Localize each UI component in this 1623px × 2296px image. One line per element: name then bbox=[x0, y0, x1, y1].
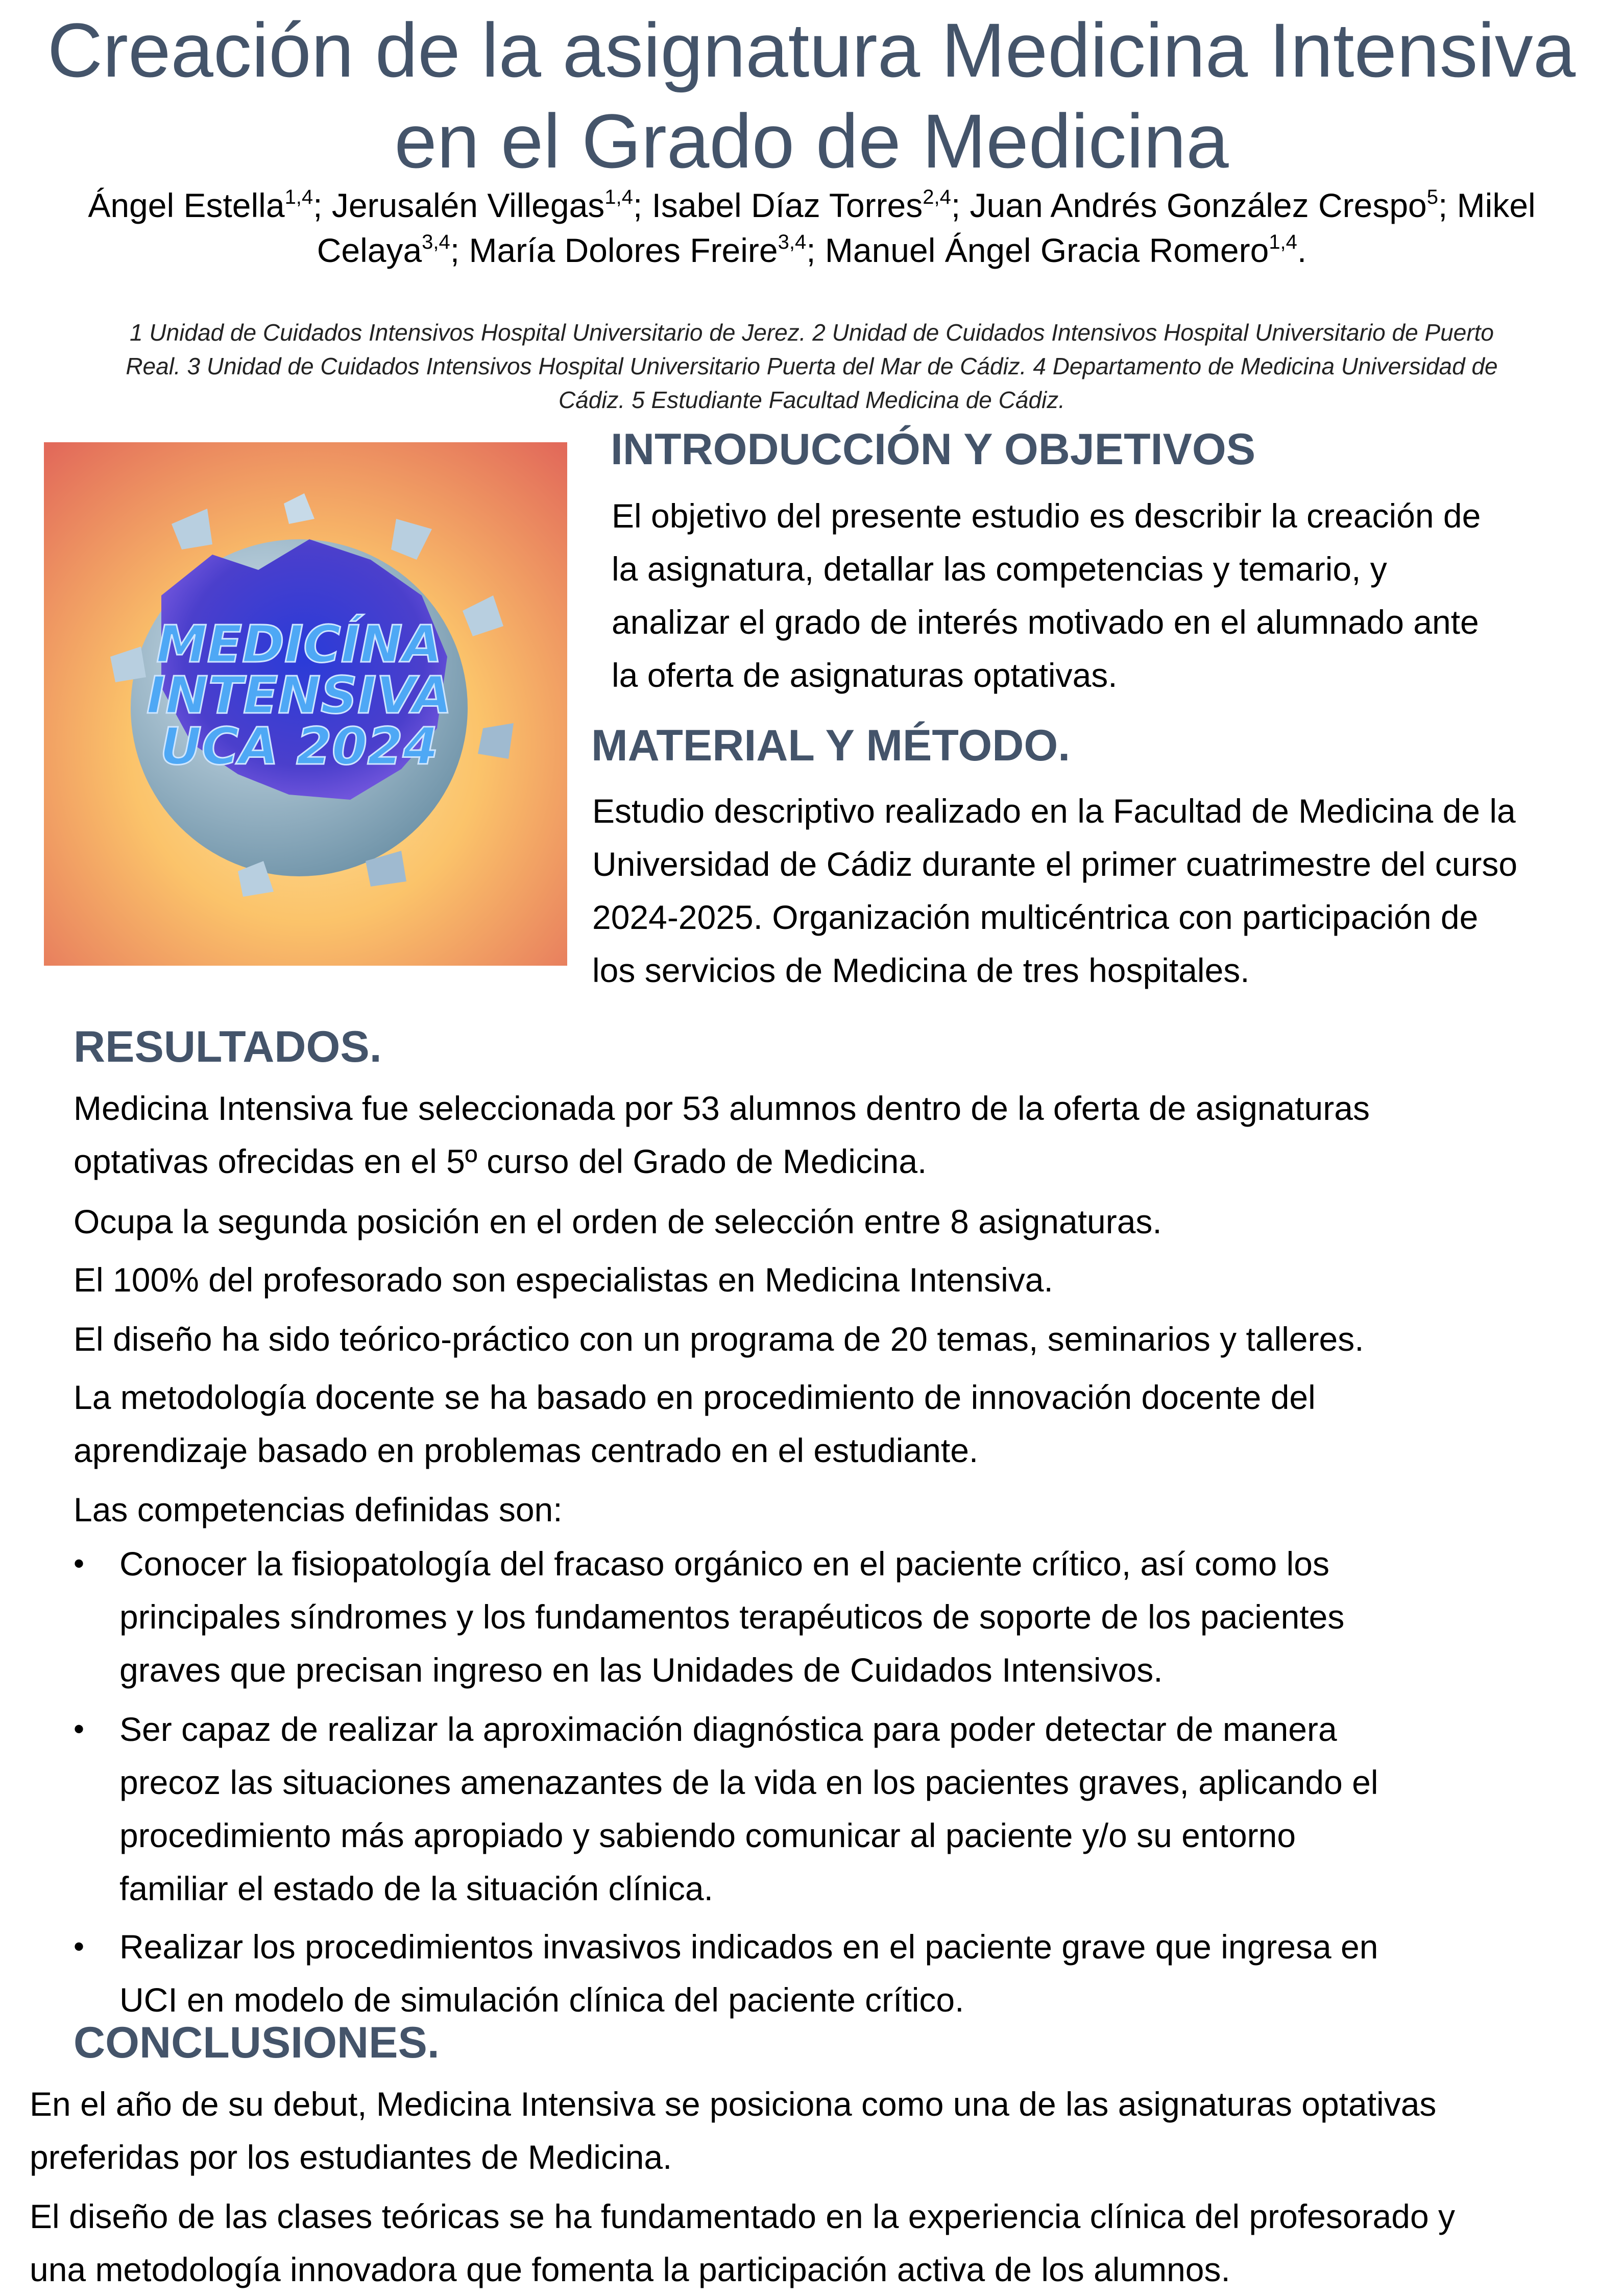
method-heading: MATERIAL Y MÉTODO. bbox=[591, 721, 1071, 770]
method-line: Universidad de Cádiz durante el primer cuatrimestre del curso bbox=[592, 845, 1518, 883]
author-affiliation-sup: 1,4 bbox=[1269, 231, 1297, 253]
method-line: 2024-2025. Organización multicéntrica con participación de bbox=[592, 898, 1479, 936]
results-line: aprendizaje basado en problemas centrado en el estudiante. bbox=[74, 1431, 979, 1469]
bullet-line: Realizar los procedimientos invasivos indicados en el paciente grave que ingresa en bbox=[119, 1928, 1378, 1966]
author-name: ; Jerusalén Villegas bbox=[313, 186, 605, 224]
bullet-line: graves que precisan ingreso en las Unidades de Cuidados Intensivos. bbox=[119, 1651, 1163, 1689]
affiliations-line-1: 1 Unidad de Cuidados Intensivos Hospital Universitario de Jerez. 2 Unidad de Cuidados Intensivos Hospital Universitario de Puerto bbox=[130, 319, 1494, 346]
bullet-line: Ser capaz de realizar la aproximación diagnóstica para poder detectar de manera bbox=[119, 1710, 1337, 1748]
author-name: Ángel Estella bbox=[88, 186, 285, 224]
intro-line: analizar el grado de interés motivado en el alumnado ante bbox=[612, 603, 1479, 641]
conclusions-heading: CONCLUSIONES. bbox=[74, 2018, 440, 2067]
bullet-marker: • bbox=[74, 1546, 85, 1581]
course-logo-image bbox=[44, 442, 567, 966]
results-line: Las competencias definidas son: bbox=[74, 1491, 563, 1528]
authors-line-1 bbox=[46, 180, 1578, 231]
results-line: Medicina Intensiva fue seleccionada por 53 alumnos dentro de la oferta de asignaturas bbox=[74, 1089, 1370, 1127]
bullet-line: UCI en modelo de simulación clínica del paciente crítico. bbox=[119, 1981, 964, 2019]
logo-text-line-3: UCA 2024 bbox=[160, 716, 439, 776]
author-affiliation-sup: 3,4 bbox=[778, 231, 807, 253]
affiliations-line-3: Cádiz. 5 Estudiante Facultad Medicina de Cádiz. bbox=[558, 387, 1065, 413]
intro-line: la asignatura, detallar las competencias y temario, y bbox=[612, 550, 1387, 588]
intro-line: El objetivo del presente estudio es describir la creación de bbox=[612, 497, 1481, 535]
method-line: los servicios de Medicina de tres hospitales. bbox=[592, 951, 1250, 989]
results-heading: RESULTADOS. bbox=[74, 1022, 382, 1071]
bullet-marker: • bbox=[74, 1929, 85, 1964]
conclusions-line: preferidas por los estudiantes de Medicina. bbox=[30, 2138, 672, 2176]
bullet-marker: • bbox=[74, 1712, 85, 1746]
bullet-line: principales síndromes y los fundamentos terapéuticos de soporte de los pacientes bbox=[119, 1598, 1345, 1636]
intro-line: la oferta de asignaturas optativas. bbox=[612, 656, 1118, 694]
author-name: ; Isabel Díaz Torres bbox=[633, 186, 923, 224]
author-name: ; Mikel bbox=[1438, 186, 1536, 224]
author-name: ; María Dolores Freire bbox=[450, 231, 778, 269]
author-end: . bbox=[1297, 231, 1307, 269]
bullet-line: Conocer la fisiopatología del fracaso orgánico en el paciente crítico, así como los bbox=[119, 1545, 1329, 1583]
poster-title-line-1: Creación de la asignatura Medicina Intensiva bbox=[47, 7, 1576, 93]
authors-line-2 bbox=[46, 225, 1578, 276]
author-name: Celaya bbox=[317, 231, 422, 269]
results-line: optativas ofrecidas en el 5º curso del Grado de Medicina. bbox=[74, 1142, 927, 1180]
author-affiliation-sup: 2,4 bbox=[923, 186, 951, 208]
bullet-line: precoz las situaciones amenazantes de la vida en los pacientes graves, aplicando el bbox=[119, 1763, 1378, 1801]
results-line: Ocupa la segunda posición en el orden de selección entre 8 asignaturas. bbox=[74, 1203, 1162, 1240]
logo-text-line-2: INTENSIVA bbox=[146, 665, 452, 725]
results-line: La metodología docente se ha basado en procedimiento de innovación docente del bbox=[74, 1378, 1316, 1416]
bullet-line: familiar el estado de la situación clínica. bbox=[119, 1870, 713, 1907]
author-affiliation-sup: 1,4 bbox=[604, 186, 633, 208]
author-affiliation-sup: 1,4 bbox=[284, 186, 313, 208]
logo-text-line-1: MEDICÍNA bbox=[156, 614, 442, 674]
conclusions-line: una metodología innovadora que fomenta la participación activa de los alumnos. bbox=[30, 2251, 1230, 2288]
poster-title-line-2: en el Grado de Medicina bbox=[394, 98, 1229, 184]
author-name: ; Juan Andrés González Crespo bbox=[951, 186, 1427, 224]
method-line: Estudio descriptivo realizado en la Facultad de Medicina de la bbox=[592, 792, 1516, 830]
results-line: El 100% del profesorado son especialistas en Medicina Intensiva. bbox=[74, 1261, 1053, 1299]
results-line: El diseño ha sido teórico-práctico con un programa de 20 temas, seminarios y talleres. bbox=[74, 1320, 1364, 1358]
bullet-line: procedimiento más apropiado y sabiendo comunicar al paciente y/o su entorno bbox=[119, 1816, 1296, 1854]
author-name: ; Manuel Ángel Gracia Romero bbox=[806, 231, 1269, 269]
conclusions-line: En el año de su debut, Medicina Intensiva se posiciona como una de las asignaturas optativas bbox=[30, 2085, 1437, 2123]
author-affiliation-sup: 5 bbox=[1426, 186, 1438, 208]
intro-heading: INTRODUCCIÓN Y OBJETIVOS bbox=[611, 425, 1256, 474]
author-affiliation-sup: 3,4 bbox=[422, 231, 450, 253]
affiliations-line-2: Real. 3 Unidad de Cuidados Intensivos Hospital Universitario Puerta del Mar de Cádiz. 4 Departamento de Medicina Universidad de bbox=[126, 353, 1498, 379]
conclusions-line: El diseño de las clases teóricas se ha fundamentado en la experiencia clínica del profesorado y bbox=[30, 2197, 1456, 2235]
course-logo-illustration bbox=[44, 442, 567, 966]
